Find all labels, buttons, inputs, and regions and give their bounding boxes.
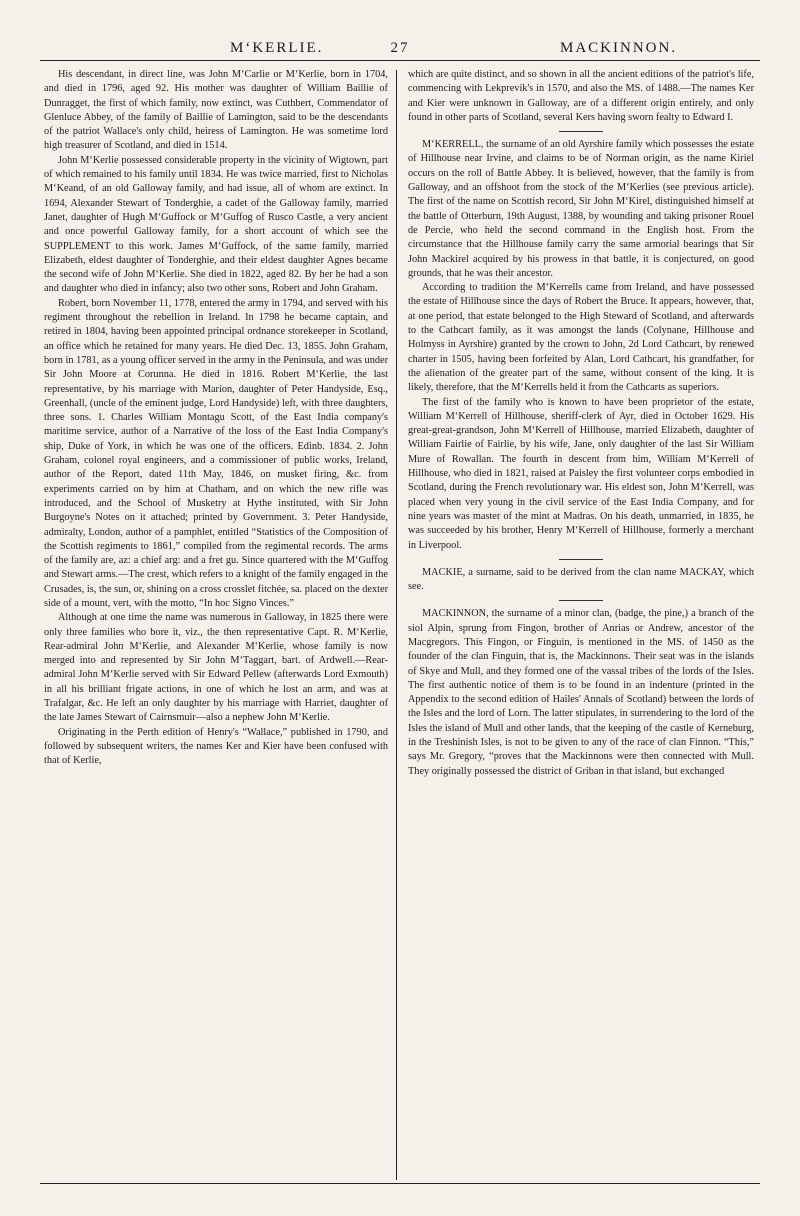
header-right-entry: MACKINNON. [560, 40, 678, 56]
paragraph: His descendant, in direct line, was John M‘Carlie or M‘Kerlie, born in 1704, and died in 1796, aged 92. His mother was daughter of William Baillie of Dunragget, the first of which family, now extinct, was Cuthbert, Commendator of Glenluce Abbey, of the family of Baillie of Lamington, said to be the descendants of the patriot Wallace's only child, heiress of Lamington. He was sometime lord high treasurer of Scotland, and died in 1514. [44, 69, 388, 152]
footer-rule [40, 1183, 760, 1184]
header-rule [40, 60, 760, 61]
column-divider [396, 70, 397, 1180]
paragraph: According to tradition the M‘Kerrells came from Ireland, and have possessed the estate of Hillhouse since the days of Robert the Bruce. It appears, however, that, at one period, that estate belonged to the High Steward of Scotland, and afterwards to the Cathcart family, as it was amongst the lands (Colynane, Hillhouse and Holmyss in Ayrshire) granted by the crown to John, 2d Lord Cathcart, by renewed charter in 1505, having been forfeited by Alan, Lord Cathcart, his grandfather, for the alienation of the greater part of the same, without consent of the king. It is likely, therefore, that the M‘Kerrells held it from the Cathcarts as superiors. [408, 282, 754, 394]
paragraph: Originating in the Perth edition of Henry's “Wallace,” published in 1790, and followed by subsequent writers, the names Ker and Kier have been confused with that of Kerlie, [44, 726, 388, 767]
page-number: 27 [390, 40, 410, 56]
header-left-entry: M‘KERLIE. [230, 40, 324, 56]
paragraph: The first of the family who is known to have been proprietor of the estate, William M‘Kerrell of Hillhouse, sheriff-clerk of Ayr, died in October 1629. His great-great-grandson, John M‘Kerrell of Hillhouse, married Elizabeth, daughter of William Fairlie of Fairlie, by his wife, Jane, only daughter of the last Sir William Mure of Rowallan. The fourth in descent from him, William M‘Kerrell of Hillhouse, who died in 1821, raised at Paisley the first volunteer corps embodied in Scotland, during the French revolutionary war. His eldest son, John M‘Kerrell, was placed when very young in the civil service of the East India Company, and for nine years was master of the mint at Madras. On his death, unmarried, in 1835, he was succeeded by his brother, Henry M‘Kerrell of Hillhouse, formerly a merchant in Liverpool. [408, 396, 754, 551]
entry-separator [559, 131, 603, 132]
entry-separator [559, 559, 603, 560]
right-column [408, 68, 754, 779]
entry-mackinnon: MACKINNON, the surname of a minor clan, (badge, the pine,) a branch of the siol Alpin, sprung from Fingon, brother of Anrias or Andrew, ancestor of the Macgregors. This Fingon, or Finguin, is mentioned in the MS. of 1450 as the founder of the clan Finguin, that is, the Mackinnons. Their seat was in the islands of Skye and Mull, and they formed one of the vassal tribes of the lords of the Isles. The first authentic notice of them is to be found in an indenture (printed in the Appendix to the second edition of Hailes' Annals of Scotland) between the lords of the Isles and the lord of Lorn. The latter stipulates, in surrendering to the lord of the Isles the island of Mull and other lands, that the keeping of the castle of Kerneburg, in the Treshinish Isles, is not to be given to any of the race of clan Finnon. “This,” says Mr. Gregory, “proves that the Mackinnons were then connected with Mull. They originally possessed the district of Griban in that island, but exchanged [408, 608, 754, 777]
entry-mkerrell: M‘KERRELL, the surname of an old Ayrshire family which possesses the estate of Hillhouse near Irvine, and claims to be of Norman origin, as the name Kiriel occurs on the roll of Battle Abbey. It is believed, however, that the family is from Galloway, and an offshoot from the stock of the M‘Kerlies (see previous article). The first of the name on Scottish record, Sir John M‘Kirel, distinguished himself at the battle of Otterburn, 19th August, 1388, by wounding and taking prisoner Rouel de Percie, who held the second command in the English host. From the circumstance that the Hillhouse family carry the same armorial bearings that Sir John Mackirel acquired by his prowess in that battle, it is conjectured, on good grounds, that he was their ancestor. [408, 139, 754, 279]
paragraph-continuation: which are quite distinct, and so shown in all the ancient editions of the patriot's life, commencing with Lekprevik's in 1570, and also the MS. of 1488.—The names Ker and Kier were unknown in Galloway, are of a different origin entirely, and only found in other parts of Scotland, several Kers having sworn fealty to Edward I. [408, 69, 754, 123]
paragraph: Although at one time the name was numerous in Galloway, in 1825 there were only three families who bore it, viz., the then representative Capt. R. M‘Kerlie, Rear-admiral John M‘Kerlie, and Alexander M‘Kerlie, whose family is now merged into and represented by Sir John M‘Taggart, bart. of Ardwell.—Rear-admiral John M‘Kerlie served with Sir Edward Pellew (afterwards Lord Exmouth) in all his brilliant frigate actions, in one of which he lost an arm, and was at Trafalgar, &c. He left an only daughter by his marriage with Harriet, daughter of the late James Stewart of Cairnsmuir—also a nephew John M‘Kerlie. [44, 612, 388, 724]
entry-mackie: MACKIE, a surname, said to be derived from the clan name MACKAY, which see. [408, 566, 754, 593]
left-column [44, 68, 388, 769]
entry-separator [559, 600, 603, 601]
paragraph: John M‘Kerlie possessed considerable property in the vicinity of Wigtown, part of which remained to his family until 1834. He was twice married, first to Nicholas M‘Keand, of an old Galloway family, and had issue, all of whom are extinct. In 1694, Alexander Stewart of Tonderghie, a cadet of the Galloway family, married Janet, daughter of Hugh M‘Guffock or M‘Guffog of Rusco Castle, a very ancient and once powerful Galloway family, for a short account of which see the SUPPLEMENT to this work. James M‘Guffock, of the same family, married Elizabeth, eldest daughter of Tonderghie, and their eldest daughter Agnes became the second wife of John M‘Kerlie. She died in 1822, aged 82. By her he had a son and daughter who died in infancy; also two other sons, Robert and John Graham. [44, 154, 388, 295]
paragraph: Robert, born November 11, 1778, entered the army in 1794, and served with his regiment throughout the rebellion in Ireland. In 1798 he became captain, and retired in 1804, having been appointed principal ordnance storekeeper in Scotland, an office which he retained for many years. He died Dec. 13, 1855. John Graham, born in 1781, as a young officer served in the army in the Peninsula, and was under Sir John Moore at Corunna. He died in 1816. Robert M‘Kerlie, the last representative, by his marriage with Marion, daughter of Peter Handyside, Esq., Greenhall, (uncle of the eminent judge, Lord Handyside) left, with three daughters, three sons. 1. Charles William Montagu Scott, of the East India company's maritime service, author of a Narrative of the loss of the East India Company's ship, Duke of York, in which he was one of the officers. Edinb. 1834. 2. John Graham, colonel royal engineers, and a commissioner of public works, Ireland, author of the Report, dated 11th May, 1846, on musket firing, &c. from experiments carried on by him at Chatham, and on which the new rifle was introduced, and the School of Musketry at Hythe instituted, with Sir John Burgoyne's Notes on it attached; printed by Government. 3. Peter Handyside, admiralty, London, author of a pamphlet, entitled “Statistics of the Composition of the Scottish regiments to 1861,” compiled from the regimental records. The arms of the family are, az: a chief arg: and a fret gu. Since quartered with the M‘Guffog and Stewart arms.—The crest, which refers to a knight of the family engaged in the Crusades, is, the sun, or, shining on a cross crosslet fitchée, sa. placed on the dexter side of a mount, vert, with the motto, “In hoc Signo Vinces.” [44, 297, 388, 609]
